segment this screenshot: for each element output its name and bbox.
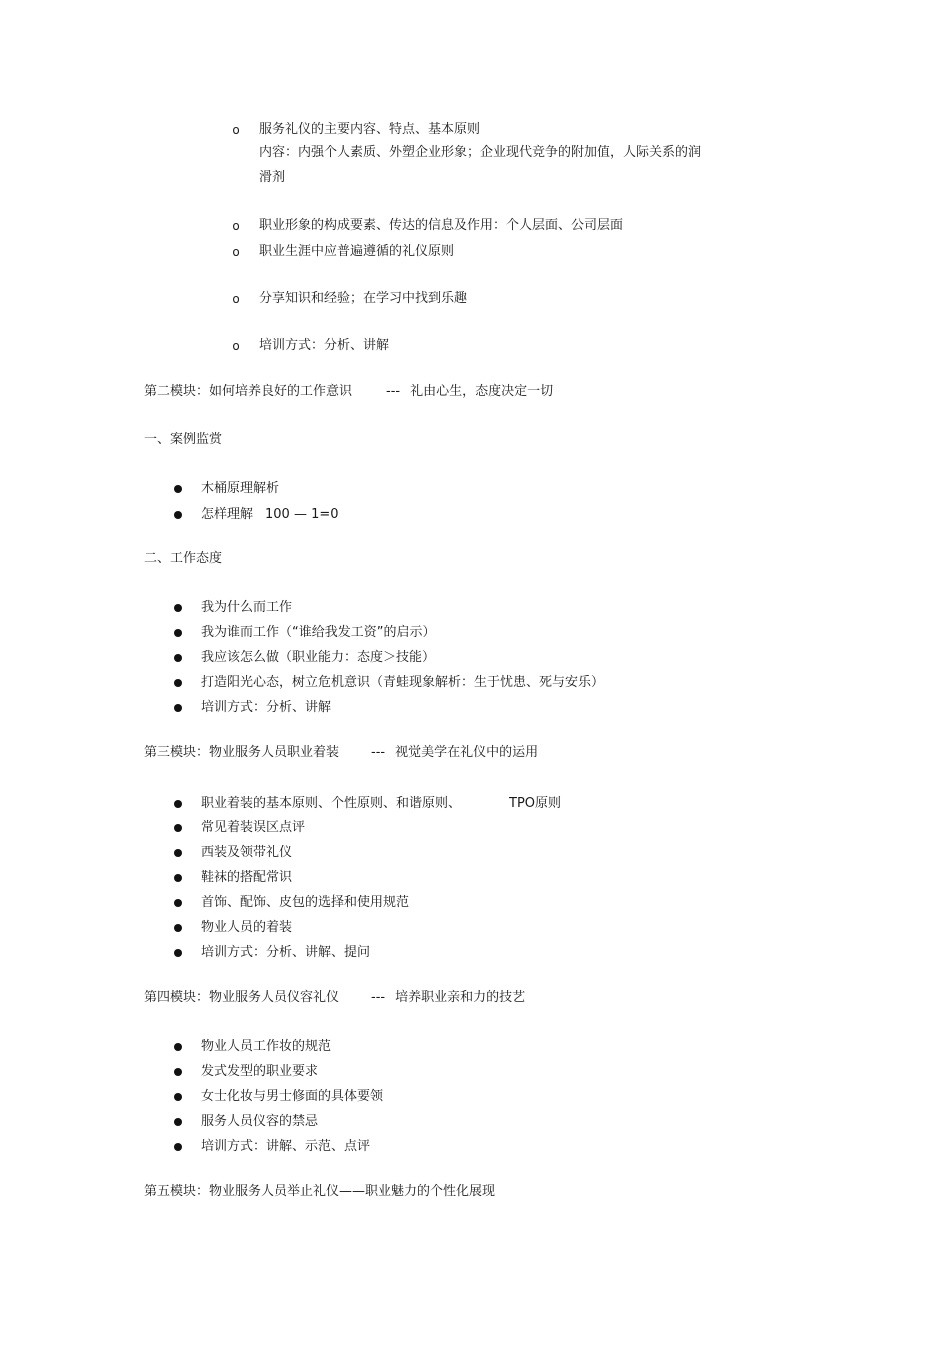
- list-item: 我应该怎么做（职业能力：态度＞技能）: [201, 650, 436, 665]
- bullet-icon: [174, 485, 182, 493]
- bullet-icon: [174, 511, 182, 519]
- bullet-icon: [174, 604, 182, 612]
- list-item: 职业形象的构成要素、传达的信息及作用：个人层面、公司层面: [259, 218, 624, 233]
- section-heading: 一、案例监赏: [144, 432, 223, 447]
- list-item-formula: 100 — 1=0: [265, 507, 339, 522]
- list-item-text: TPO原则: [509, 796, 562, 811]
- module-heading: [144, 744, 538, 762]
- bullet-icon: [174, 1093, 182, 1101]
- bullet-icon: [174, 849, 182, 857]
- module-heading: [144, 383, 553, 401]
- list-item: [201, 506, 339, 524]
- list-item: 职业生涯中应普遍遵循的礼仪原则: [259, 244, 455, 259]
- list-item: 我为谁而工作（“谁给我发工资”的启示）: [201, 625, 436, 640]
- bullet-icon: [174, 679, 182, 687]
- bullet-icon: [174, 1068, 182, 1076]
- module-subtitle: 视觉美学在礼仪中的运用: [395, 745, 539, 760]
- list-item: 培训方式：分析、讲解、提问: [201, 945, 371, 960]
- list-item: 首饰、配饰、皮包的选择和使用规范: [201, 895, 410, 910]
- list-item: 培训方式：分析、讲解: [201, 700, 332, 715]
- list-item-text: 职业着装的基本原则、个性原则、和谐原则、: [201, 796, 462, 811]
- list-item-text: 怎样理解: [201, 507, 254, 522]
- list-item: 木桶原理解析: [201, 481, 280, 496]
- list-item: 西装及领带礼仪: [201, 845, 293, 860]
- module-title: 第三模块：物业服务人员职业着装: [144, 745, 340, 760]
- circle-bullet-icon: o: [232, 339, 240, 353]
- module-title: 第四模块：物业服务人员仪容礼仪: [144, 990, 340, 1005]
- circle-bullet-icon: o: [232, 219, 240, 233]
- list-item: 常见着装误区点评: [201, 820, 306, 835]
- list-item-continuation: 滑剂: [259, 170, 286, 185]
- bullet-icon: [174, 924, 182, 932]
- list-item: 我为什么而工作: [201, 600, 293, 615]
- list-item: 培训方式：分析、讲解: [259, 338, 390, 353]
- bullet-icon: [174, 800, 182, 808]
- bullet-icon: [174, 874, 182, 882]
- bullet-icon: [174, 704, 182, 712]
- bullet-icon: [174, 899, 182, 907]
- module-subtitle: 培养职业亲和力的技艺: [395, 990, 526, 1005]
- module-dash: ---: [371, 990, 386, 1005]
- circle-bullet-icon: o: [232, 123, 240, 137]
- module-title: 第二模块：如何培养良好的工作意识: [144, 384, 353, 399]
- bullet-icon: [174, 1143, 182, 1151]
- list-item: 女士化妆与男士修面的具体要领: [201, 1089, 384, 1104]
- list-item: 服务礼仪的主要内容、特点、基本原则: [259, 122, 481, 137]
- bullet-icon: [174, 654, 182, 662]
- list-item: 培训方式：讲解、示范、点评: [201, 1139, 371, 1154]
- bullet-icon: [174, 1043, 182, 1051]
- section-heading: 二、工作态度: [144, 551, 223, 566]
- list-item: 物业人员的着装: [201, 920, 293, 935]
- module-dash: ---: [386, 384, 401, 399]
- list-item: [201, 795, 561, 813]
- list-item-continuation: 内容：内强个人素质、外塑企业形象；企业现代竞争的附加值，人际关系的润: [259, 145, 702, 160]
- module-dash: ---: [371, 745, 386, 760]
- circle-bullet-icon: o: [232, 292, 240, 306]
- circle-bullet-icon: o: [232, 245, 240, 259]
- list-item: 鞋袜的搭配常识: [201, 870, 293, 885]
- module-subtitle: 礼由心生，态度决定一切: [410, 384, 554, 399]
- list-item: 服务人员仪容的禁忌: [201, 1114, 319, 1129]
- list-item: 打造阳光心态，树立危机意识（青蛙现象解析：生于忧患、死与安乐）: [201, 675, 605, 690]
- list-item: 发式发型的职业要求: [201, 1064, 319, 1079]
- bullet-icon: [174, 1118, 182, 1126]
- module-heading: [144, 989, 525, 1007]
- bullet-icon: [174, 949, 182, 957]
- module-heading: 第五模块：物业服务人员举止礼仪——职业魅力的个性化展现: [144, 1184, 496, 1199]
- bullet-icon: [174, 824, 182, 832]
- list-item: 分享知识和经验；在学习中找到乐趣: [259, 291, 468, 306]
- bullet-icon: [174, 629, 182, 637]
- list-item: 物业人员工作妆的规范: [201, 1039, 332, 1054]
